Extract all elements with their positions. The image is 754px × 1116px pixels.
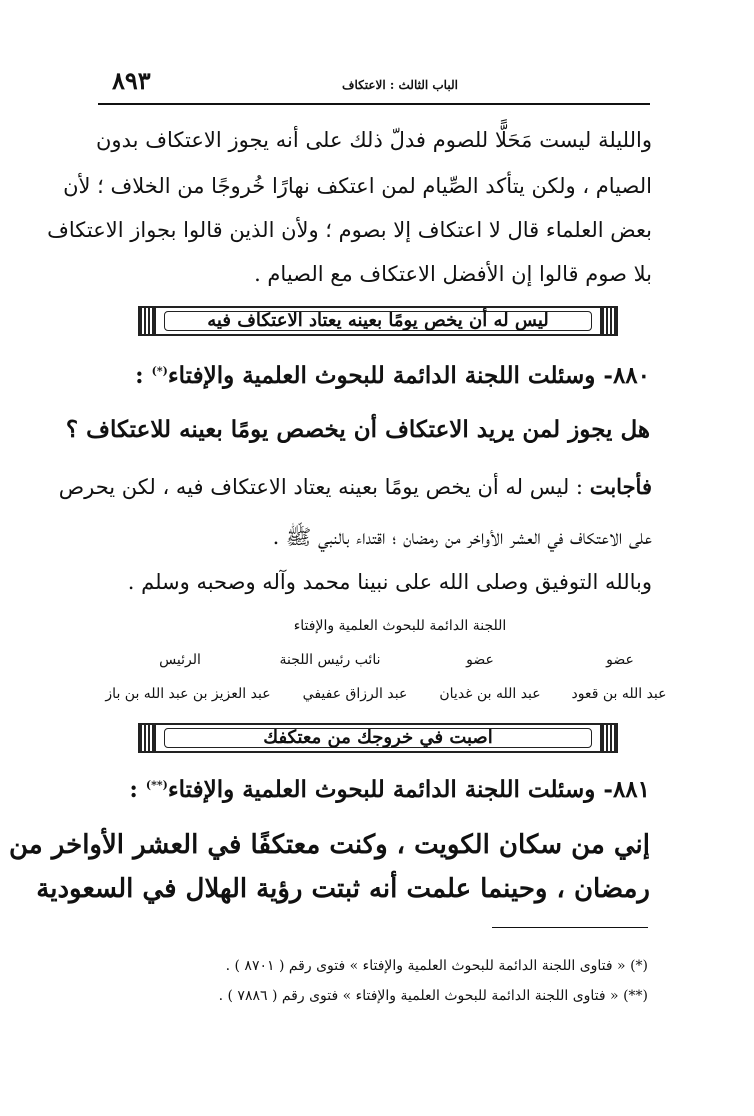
signature-member: عبد الرزاق عفيفي [302,686,408,702]
footnote: (**) « فتاوى اللجنة الدائمة للبحوث العلمية والإفتاء » فتوى رقم ( ٧٨٨٦ ) . [218,988,648,1004]
section-banner [140,723,616,753]
header-rule [98,103,650,105]
fatwa-heading-text: ٨٨٠- وسئلت اللجنة الدائمة للبحوث العلمية والإفتاء [167,362,650,389]
fatwa-heading-text: ٨٨١- وسئلت اللجنة الدائمة للبحوث العلمية والإفتاء [167,776,650,803]
committee-name: اللجنة الدائمة للبحوث العلمية والإفتاء [293,618,507,634]
signature-title: نائب رئيس اللجنة [279,652,381,668]
signature-title: الرئيس [159,652,201,668]
fatwa-heading [96,362,650,389]
fatwa-question: رمضان ، وحينما علمت أنه ثبتت رؤية الهلال في السعودية [36,874,650,904]
closing-line: وبالله التوفيق وصلى الله على نبينا محمد وآله وصحبه وسلم . [127,570,652,594]
section-title: ليس له أن يخص يومًا بعينه يعتاد الاعتكاف فيه [207,310,549,331]
footnote-rule [492,927,648,928]
signature-title: عضو [466,652,494,668]
heading-colon: : [129,776,138,803]
page-number: ٨٩٣ [112,66,151,95]
fatwa-question: هل يجوز لمن يريد الاعتكاف أن يخصص يومًا بعينه للاعتكاف ؟ [65,416,650,443]
answer-text: : ليس له أن يخص يومًا بعينه يعتاد الاعتكاف فيه ، لكن يحرص [58,475,584,499]
answer-line: على الاعتكاف في العشر الأواخر من رمضان ؛ اقتداء بالنبي ﷺ . [272,525,652,549]
fatwa-question: إني من سكان الكويت ، وكنت معتكفًا في العشر الأواخر من [9,830,650,860]
signature-member: عبد الله بن قعود [571,686,667,702]
signature-member: عبد الله بن غديان [439,686,541,702]
running-header: الباب الثالث : الاعتكاف [342,78,458,92]
signature-title: عضو [606,652,634,668]
section-title: اصبت في خروجك من معتكفك [263,727,493,748]
section-banner [140,306,616,336]
footnote: (*) « فتاوى اللجنة الدائمة للبحوث العلمية والإفتاء » فتوى رقم ( ٨٧٠١ ) . [225,958,648,974]
paragraph-line: بعض العلماء قال لا اعتكاف إلا بصوم ؛ ولأن الذين قالوا بجواز الاعتكاف [47,218,652,242]
paragraph-line: الصيام ، ولكن يتأكد الصِّيام لمن اعتكف نهارًا خُروجًا من الخلاف ؛ لأن [63,174,652,198]
paragraph-line: بلا صوم قالوا إن الأفضل الاعتكاف مع الصيام . [254,262,652,286]
answer-label: فأجابت [589,474,652,499]
answer-line [58,474,652,499]
footnote-marker: (*) [151,364,168,378]
fatwa-heading [96,776,650,803]
paragraph-line: والليلة ليست مَحَلًّا للصوم فدلّ ذلك على أنه يجوز الاعتكاف بدون [96,128,652,152]
signature-member: عبد العزيز بن عبد الله بن باز [105,686,271,702]
footnote-marker: (**) [145,778,168,792]
heading-colon: : [135,362,144,389]
